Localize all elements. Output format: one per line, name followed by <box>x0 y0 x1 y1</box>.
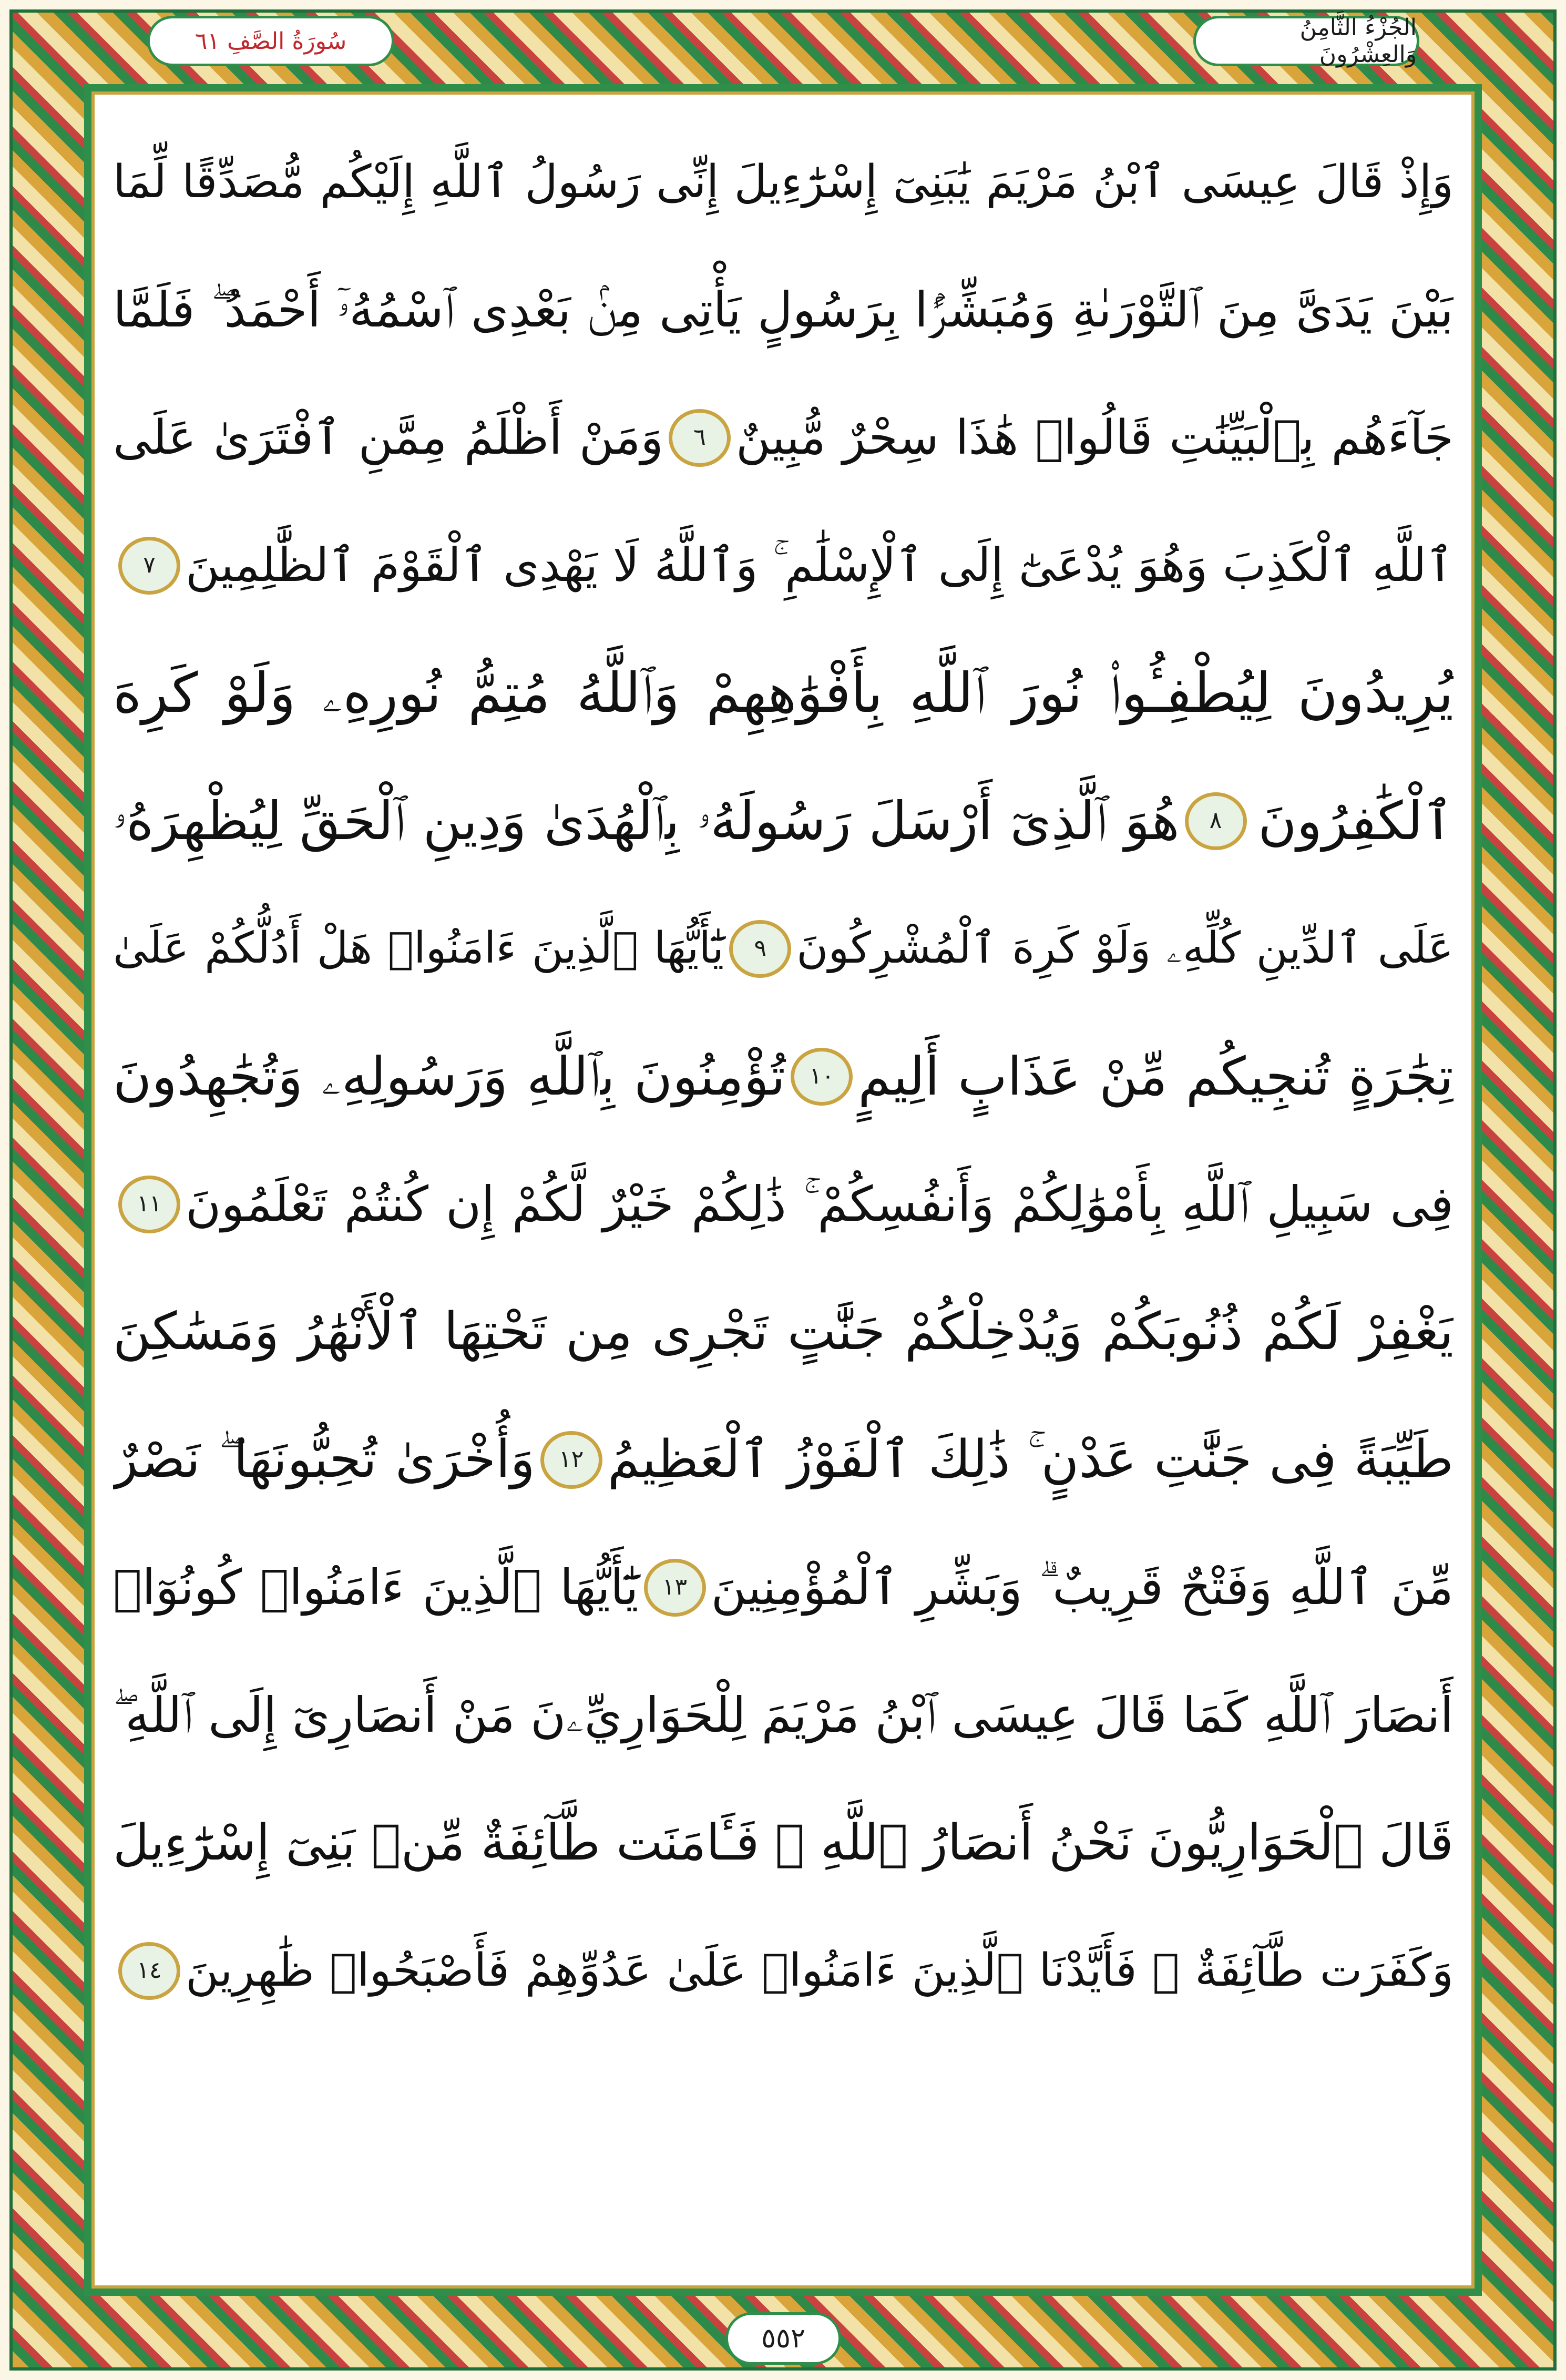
line-text: يَغْفِرْ لَكُمْ ذُنُوبَكُمْ وَيُدْخِلْكُمْ جَنَّٰتٍ تَجْرِى مِن تَحْتِهَا ٱلْأَنْهَٰرُ وَمَسَٰكِنَ <box>113 1301 1454 1362</box>
text-line <box>113 1524 1454 1651</box>
line-text: مِّنَ ٱللَّهِ وَفَتْحٌ قَرِيبٌ ۗ وَبَشِّرِ ٱلْمُؤْمِنِينَ <box>711 1559 1454 1616</box>
ayah-number-marker: ١٠ <box>791 1048 853 1106</box>
line-text-after: وَمَنْ أَظْلَمُ مِمَّنِ ٱفْتَرَىٰ عَلَى <box>113 410 663 465</box>
text-line <box>113 246 1454 374</box>
line-text: ٱلْكَٰفِرُونَ <box>1258 790 1454 852</box>
text-line <box>113 1907 1454 2035</box>
ayah-number-marker: ٦ <box>669 409 731 467</box>
text-line <box>113 629 1454 757</box>
text-line <box>113 118 1454 246</box>
line-text-after: تُؤْمِنُونَ بِٱللَّهِ وَرَسُولِهِۦ وَتُجَٰهِدُونَ <box>113 1045 786 1107</box>
text-line <box>113 1268 1454 1396</box>
line-text: ٱللَّهِ ٱلْكَذِبَ وَهُوَ يُدْعَىٰٓ إِلَى ٱلْإِسْلَٰمِ ۚ وَٱللَّهُ لَا يَهْدِى ٱلْقَوْمَ ٱلظَّٰلِمِينَ <box>186 538 1454 593</box>
line-text: وَكَفَرَت طَّآئِفَةٌ ۖ فَأَيَّدْنَا ٱلَّذِينَ ءَامَنُوا۟ عَلَىٰ عَدُوِّهِمْ فَأَصْبَحُوا۟ ظَٰهِرِينَ <box>186 1944 1454 1997</box>
line-text: أَنصَارَ ٱللَّهِ كَمَا قَالَ عِيسَى ٱبْنُ مَرْيَمَ لِلْحَوَارِيِّۦنَ مَنْ أَنصَارِىٓ إِلَى ٱللَّهِ ۖ <box>113 1687 1454 1743</box>
text-line <box>113 374 1454 502</box>
page-number: ٥٥٢ <box>725 2312 841 2365</box>
ayah-number-marker: ١١ <box>118 1176 180 1233</box>
line-text: فِى سَبِيلِ ٱللَّهِ بِأَمْوَٰلِكُمْ وَأَنفُسِكُمْ ۚ ذَٰلِكُمْ خَيْرٌ لَّكُمْ إِن كُنتُمْ تَعْلَمُونَ <box>186 1176 1454 1232</box>
line-text: تِجَٰرَةٍ تُنجِيكُم مِّنْ عَذَابٍ أَلِيمٍ <box>858 1045 1454 1107</box>
ayah-number-marker: ١٢ <box>540 1431 602 1489</box>
line-text-after: وَأُخْرَىٰ تُحِبُّونَهَا ۖ نَصْرٌ <box>113 1429 535 1489</box>
text-line <box>113 1651 1454 1779</box>
ayah-number-marker: ٧ <box>118 537 180 595</box>
text-line <box>113 502 1454 629</box>
line-text-after: يَٰٓأَيُّهَا ٱلَّذِينَ ءَامَنُوا۟ هَلْ أَدُلُّكُمْ عَلَىٰ <box>113 923 724 974</box>
ayah-number-marker: ٩ <box>729 920 791 978</box>
line-text: بَيْنَ يَدَىَّ مِنَ ٱلتَّوْرَىٰةِ وَمُبَشِّرًۢا بِرَسُولٍ يَأْتِى مِنۢ بَعْدِى ٱسْمُهُۥٓ أَحْمَدُ ۖ فَلَمَّا <box>113 281 1454 338</box>
line-text: يُرِيدُونَ لِيُطْفِـُٔوا۟ نُورَ ٱللَّهِ بِأَفْوَٰهِهِمْ وَٱللَّهُ مُتِمُّ نُورِهِۦ وَلَوْ كَرِهَ <box>113 661 1454 726</box>
text-line <box>113 1013 1454 1140</box>
text-line <box>113 885 1454 1013</box>
line-text: قَالَ ٱلْحَوَارِيُّونَ نَحْنُ أَنصَارُ ٱللَّهِ ۖ فَـَٔامَنَت طَّآئِفَةٌ مِّنۢ بَنِىٓ إِسْرَٰٓءِيلَ <box>113 1814 1454 1872</box>
text-line <box>113 757 1454 885</box>
line-text: طَيِّبَةً فِى جَنَّٰتِ عَدْنٍ ۚ ذَٰلِكَ ٱلْفَوْزُ ٱلْعَظِيمُ <box>607 1429 1454 1489</box>
ayah-number-marker: ١٣ <box>644 1559 706 1617</box>
line-text-after: يَٰٓأَيُّهَا ٱلَّذِينَ ءَامَنُوا۟ كُونُوٓا۟ <box>113 1559 639 1616</box>
line-text-after: هُوَ ٱلَّذِىٓ أَرْسَلَ رَسُولَهُۥ بِٱلْهُدَىٰ وَدِينِ ٱلْحَقِّ لِيُظْهِرَهُۥ <box>113 790 1180 852</box>
ayah-number-marker: ١٤ <box>118 1942 180 2000</box>
text-line <box>113 1779 1454 1907</box>
line-text: وَإِذْ قَالَ عِيسَى ٱبْنُ مَرْيَمَ يَٰبَنِىٓ إِسْرَٰٓءِيلَ إِنِّى رَسُولُ ٱللَّهِ إِلَيْكُم مُّصَدِّقًا لِّمَا <box>113 156 1454 209</box>
ayah-number-marker: ٨ <box>1185 792 1247 850</box>
line-text: جَآءَهُم بِٱلْبَيِّنَٰتِ قَالُوا۟ هَٰذَا سِحْرٌ مُّبِينٌ <box>735 410 1454 465</box>
text-line <box>113 1396 1454 1524</box>
line-text: عَلَى ٱلدِّينِ كُلِّهِۦ وَلَوْ كَرِهَ ٱلْمُشْرِكُونَ <box>796 923 1454 974</box>
text-line <box>113 1140 1454 1268</box>
quran-text-body <box>113 118 1454 2279</box>
juz-name-cartouche: الجُزْءُ الثَّامِنُ وَالعِشْرُونَ <box>1193 16 1419 66</box>
surah-name-cartouche: سُورَةُ الصَّفِ ٦١ <box>147 16 394 66</box>
